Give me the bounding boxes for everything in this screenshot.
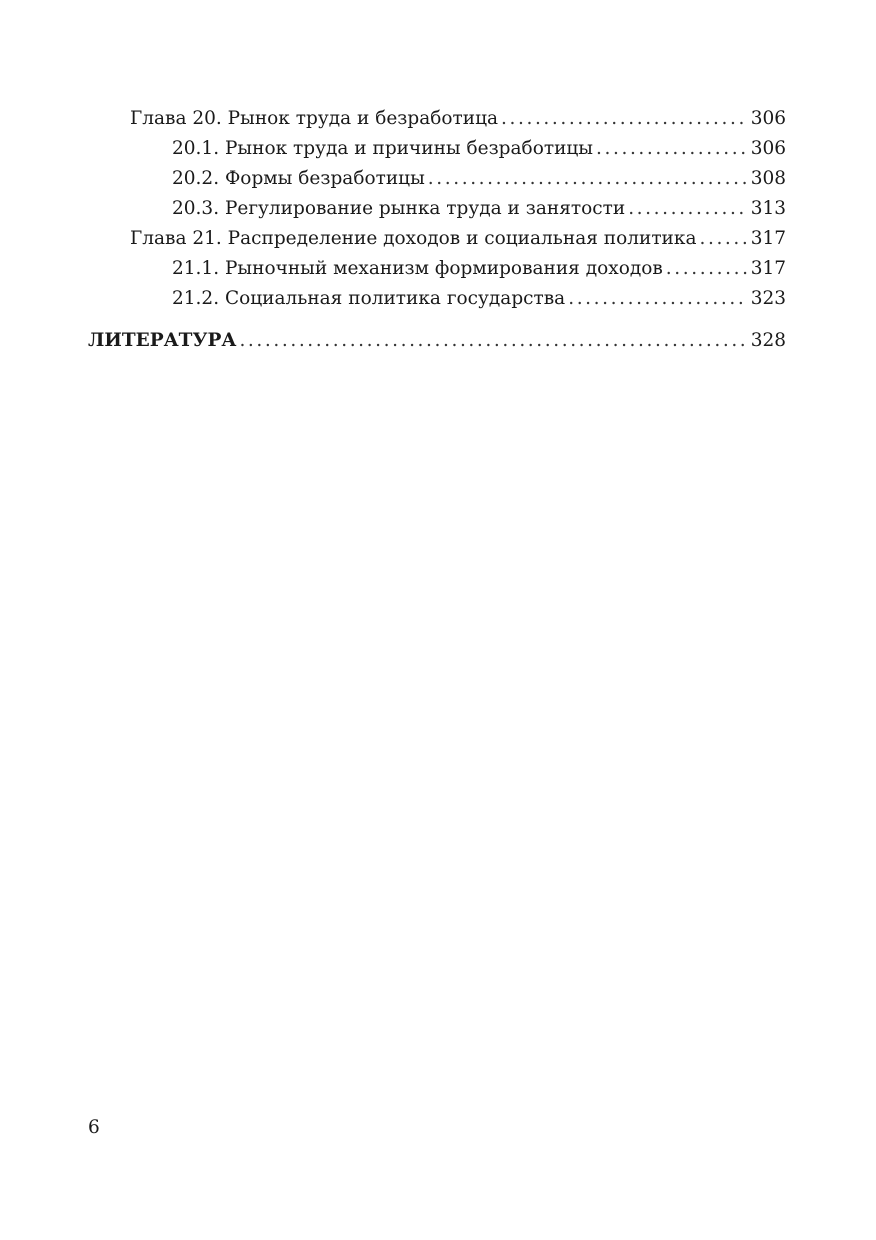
toc-entry-section-20-1 [88, 134, 786, 164]
dot-leader [596, 134, 747, 164]
dot-leader [666, 254, 747, 284]
dot-leader [239, 326, 746, 356]
dot-leader [428, 164, 747, 194]
toc-entry-section-20-2 [88, 164, 786, 194]
dot-leader [568, 284, 746, 314]
toc-entry-section-21-2 [88, 284, 786, 314]
toc-entry-page: 308 [750, 168, 786, 189]
toc-entry-page: 317 [750, 228, 786, 249]
toc-entry-page: 306 [750, 108, 786, 129]
toc-entry-page: 328 [750, 330, 786, 351]
dot-leader [699, 224, 746, 254]
toc-entry-title: 20.3. Регулирование рынка труда и занятости [172, 198, 626, 219]
toc-entry-title: 21.1. Рыночный механизм формирования доходов [172, 258, 663, 279]
toc-entry-title: ЛИТЕРАТУРА [88, 330, 237, 351]
toc-entry-title: 20.1. Рынок труда и причины безработицы [172, 138, 594, 159]
toc-entry-section-20-3 [88, 194, 786, 224]
page-number: 6 [88, 1117, 100, 1138]
dot-leader [628, 194, 747, 224]
toc-entry-section-21-1 [88, 254, 786, 284]
toc-entry-page: 323 [750, 288, 786, 309]
toc-entry-title: Глава 21. Распределение доходов и социальная политика [130, 228, 697, 249]
toc-entry-title: Глава 20. Рынок труда и безработица [130, 108, 499, 129]
toc-entry-literature [88, 326, 786, 356]
toc-entry-title: 20.2. Формы безработицы [172, 168, 425, 189]
toc-entry-chapter-21 [88, 224, 786, 254]
table-of-contents [88, 104, 786, 356]
toc-entry-title: 21.2. Социальная политика государства [172, 288, 566, 309]
toc-entry-page: 313 [750, 198, 786, 219]
toc-entry-chapter-20 [88, 104, 786, 134]
toc-entry-page: 306 [750, 138, 786, 159]
toc-entry-page: 317 [750, 258, 786, 279]
dot-leader [501, 104, 747, 134]
